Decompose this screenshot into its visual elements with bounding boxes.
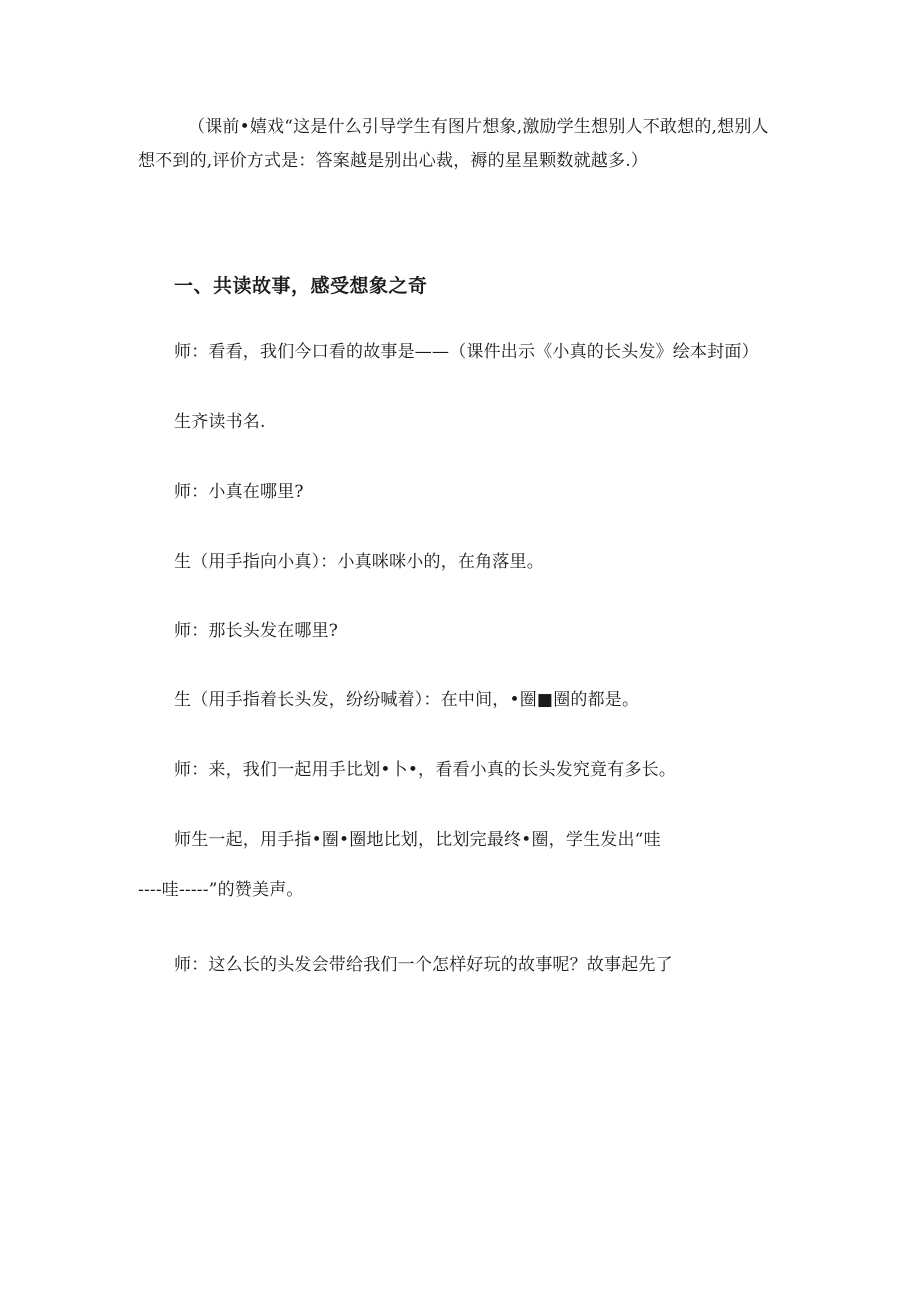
intro-line-2: 想不到的,评价方式是：答案越是别出心裁，褥的星星颗数就越多.） xyxy=(138,151,649,171)
paragraph: 师：看看，我们今口看的故事是——（课件出示《小真的长头发》绘本封面） xyxy=(174,342,759,362)
paragraph: 师生一起，用手指•圈•圈地比划，比划完最终•圈，学生发出“哇 xyxy=(174,830,661,850)
paragraph: 师：小真在哪里? xyxy=(174,482,304,502)
paragraph: 师：来，我们一起用手比划•卜•，看看小真的长头发究竟有多长。 xyxy=(174,760,677,780)
section-heading: 一、共读故事，感受想象之奇 xyxy=(174,275,428,297)
intro-line-1: （课前•嬉戏“这是什么引导学生有图片想象,激励学生想别人不敢想的,想别人 xyxy=(188,117,769,137)
paragraph: 师：这么长的头发会带给我们一个怎样好玩的故事呢？故事起先了 xyxy=(174,955,673,975)
paragraph: 师：那长头发在哪里? xyxy=(174,621,339,641)
paragraph: 生齐读书名. xyxy=(174,412,266,432)
paragraph: 生（用手指着长头发，纷纷喊着）：在中间，•圈■圈的都是。 xyxy=(174,690,640,710)
paragraph: 生（用手指向小真）：小真咪咪小的，在角落里。 xyxy=(174,552,544,572)
paragraph-continuation: ----哇-----”的赞美声。 xyxy=(138,880,304,900)
